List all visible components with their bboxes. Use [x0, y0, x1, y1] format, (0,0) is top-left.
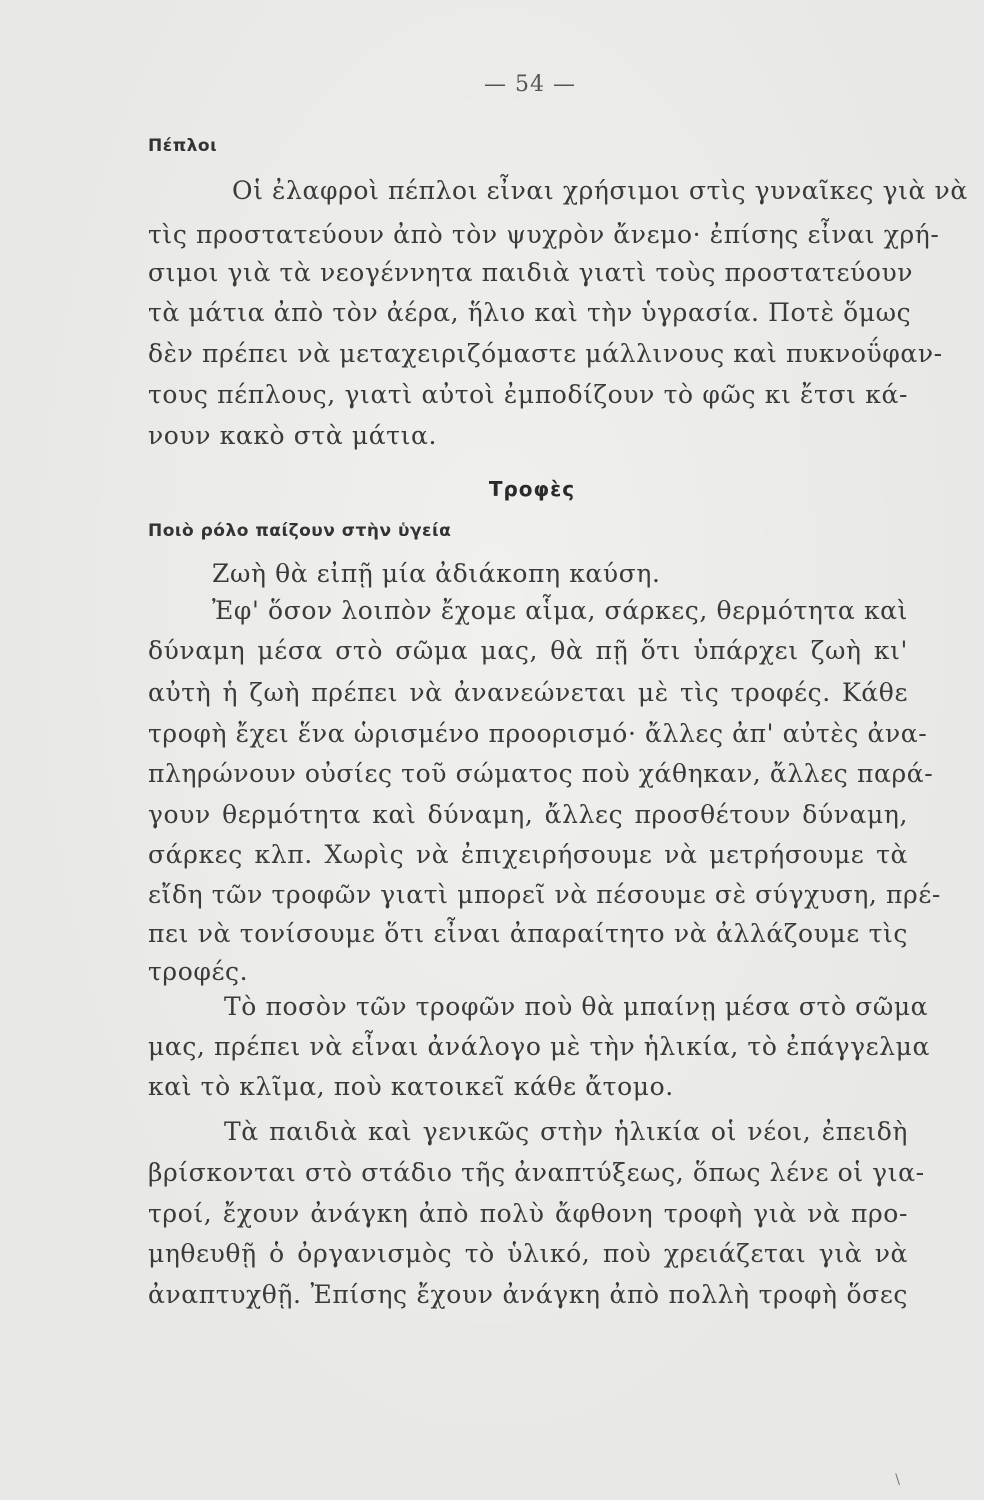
text-line: καὶ τὸ κλῖμα, ποὺ κατοικεῖ κάθε ἄτομο.	[148, 1072, 674, 1101]
text-line: νουν κακὸ στὰ μάτια.	[148, 421, 438, 450]
paper-speck: \	[895, 1472, 900, 1488]
text-line: ἀναπτυχθῇ. Ἐπίσης ἔχουν ἀνάγκη ἀπὸ πολλὴ τροφὴ ὅσες	[148, 1280, 908, 1309]
text-line: εἴδη τῶν τροφῶν γιατὶ μπορεῖ νὰ πέσουμε σὲ σύγχυση, πρέ-	[148, 880, 941, 909]
text-line: πληρώνουν οὐσίες τοῦ σώματος ποὺ χάθηκαν, ἄλλες παρά-	[148, 759, 934, 788]
text-line: δύναμη μέσα στὸ σῶμα μας, θὰ πῇ ὅτι ὑπάρχει ζωὴ κι'	[148, 636, 908, 665]
section-heading-veils: Πέπλοι	[148, 136, 218, 156]
text-line: τροί, ἔχουν ἀνάγκη ἀπὸ πολὺ ἄφθονη τροφὴ γιὰ νὰ προ-	[148, 1199, 908, 1228]
text-line: σάρκες κλπ. Χωρὶς νὰ ἐπιχειρήσουμε νὰ μετρήσουμε τὰ	[148, 840, 908, 869]
page-number: — 54 —	[484, 72, 576, 97]
text-line: βρίσκονται στὸ στάδιο τῆς ἀναπτύξεως, ὅπως λένε οἱ για-	[148, 1158, 925, 1187]
text-line: σιμοι γιὰ τὰ νεογέννητα παιδιὰ γιατὶ τοὺς προστατεύουν	[148, 258, 914, 287]
text-line: Οἱ ἐλαφροὶ πέπλοι εἶναι χρήσιμοι στὶς γυναῖκες γιὰ νὰ	[232, 176, 968, 205]
section-title-foods: Τροφὲς	[488, 477, 576, 501]
text-line: πει νὰ τονίσουμε ὅτι εἶναι ἀπαραίτητο νὰ ἀλλάζουμε τὶς	[148, 919, 908, 948]
text-line: αὐτὴ ἡ ζωὴ πρέπει νὰ ἀνανεώνεται μὲ τὶς τροφές. Κάθε	[148, 678, 908, 707]
section-subheading: Ποιὸ ρόλο παίζουν στὴν ὑγεία	[148, 521, 452, 541]
text-line: Τὰ παιδιὰ καὶ γενικῶς στὴν ἡλικία οἱ νέοι, ἐπειδὴ	[224, 1117, 908, 1146]
text-line: μηθευθῇ ὁ ὀργανισμὸς τὸ ὑλικό, ποὺ χρειάζεται γιὰ νὰ	[148, 1239, 908, 1268]
text-line: τροφὴ ἔχει ἕνα ὡρισμένο προορισμό· ἄλλες ἀπ' αὐτὲς ἀνα-	[148, 719, 928, 748]
text-line: τους πέπλους, γιατὶ αὐτοὶ ἐμποδίζουν τὸ φῶς κι ἔτσι κά-	[148, 380, 908, 409]
text-line: τὶς προστατεύουν ἀπὸ τὸν ψυχρὸν ἄνεμο· ἐπίσης εἶναι χρή-	[148, 220, 940, 249]
text-line: τὰ μάτια ἀπὸ τὸν ἀέρα, ἥλιο καὶ τὴν ὑγρασία. Ποτὲ ὅμως	[148, 298, 912, 327]
text-line: Ἐφ' ὅσον λοιπὸν ἔχομε αἷμα, σάρκες, θερμότητα καὶ	[212, 596, 909, 625]
text-line: τροφές.	[148, 957, 249, 986]
text-line: Τὸ ποσὸν τῶν τροφῶν ποὺ θὰ μπαίνῃ μέσα στὸ σῶμα	[224, 992, 929, 1021]
text-line: μας, πρέπει νὰ εἶναι ἀνάλογο μὲ τὴν ἡλικία, τὸ ἐπάγγελμα	[148, 1032, 931, 1061]
text-line: δὲν πρέπει νὰ μεταχειριζόμαστε μάλλινους καὶ πυκνοΰφαν-	[148, 339, 943, 368]
text-line: γουν θερμότητα καὶ δύναμη, ἄλλες προσθέτουν δύναμη,	[148, 800, 908, 829]
text-line: Ζωὴ θὰ εἰπῇ μία ἀδιάκοπη καύση.	[212, 559, 661, 588]
